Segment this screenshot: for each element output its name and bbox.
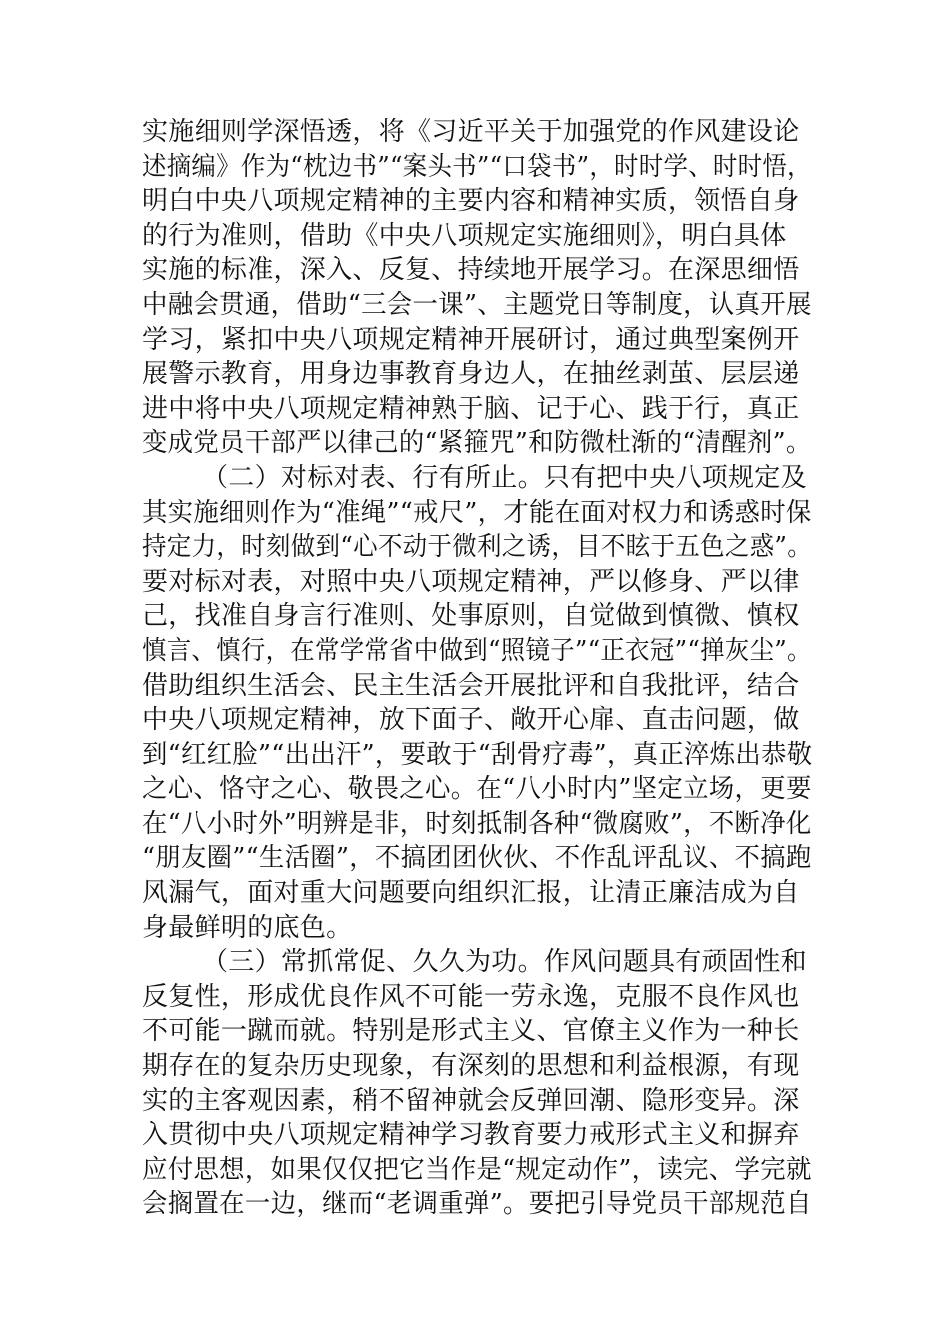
paragraph-heading-line: （三）常抓常促、久久为功。作风问题具有顽固性和 — [202, 947, 807, 978]
text-line: 反复性，形成优良作风不可能一劳永逸，克服不良作风也 — [142, 981, 800, 1012]
text-line: 己，找准自身言行准则、处事原则，自觉做到慎微、慎权 — [142, 601, 800, 632]
text-line: 进中将中央八项规定精神熟于脑、记于心、践于行，真正 — [142, 393, 800, 424]
text-line: 实施的标准，深入、反复、持续地开展学习。在深思细悟 — [142, 255, 800, 286]
text-line: 慎言、慎行，在常学常省中做到“照镜子”“正衣冠”“掸灰尘”。 — [142, 635, 812, 666]
text-line: 在“八小时外”明辨是非，时刻抵制各种“微腐败”，不断净化 — [142, 808, 812, 839]
paragraph-heading-line: （二）对标对表、行有所止。只有把中央八项规定及 — [202, 462, 807, 493]
text-line: 不可能一蹴而就。特别是形式主义、官僚主义作为一种长 — [142, 1016, 800, 1047]
text-line: “朋友圈”“生活圈”，不搞团团伙伙、不作乱评乱议、不搞跑 — [142, 843, 812, 874]
text-line: 期存在的复杂历史现象，有深刻的思想和利益根源，有现 — [142, 1051, 800, 1082]
text-line: 中融会贯通，借助“三会一课”、主题党日等制度，认真开展 — [142, 289, 812, 320]
text-line: 的行为准则，借助《中央八项规定实施细则》，明白具体 — [142, 220, 787, 251]
body-text — [142, 115, 812, 1222]
text-line: 风漏气，面对重大问题要向组织汇报，让清正廉洁成为自 — [142, 878, 800, 909]
text-line: 展警示教育，用身边事教育身边人，在抽丝剥茧、层层递 — [142, 359, 800, 390]
text-line: 其实施细则作为“准绳”“戒尺”，才能在面对权力和诱惑时保 — [142, 497, 812, 528]
text-line: 身最鲜明的底色。 — [142, 912, 353, 943]
text-line: 之心、恪守之心、敬畏之心。在“八小时内”坚定立场，更要 — [142, 774, 812, 805]
text-line: 应付思想，如果仅仅把它当作是“规定动作”，读完、学完就 — [142, 1154, 812, 1185]
text-line: 明白中央八项规定精神的主要内容和精神实质，领悟自身 — [142, 186, 800, 217]
text-line: 持定力，时刻做到“心不动于微利之诱，目不眩于五色之惑”。 — [142, 532, 812, 563]
text-line: 要对标对表，对照中央八项规定精神，严以修身、严以律 — [142, 566, 800, 597]
text-line: 会搁置在一边，继而“老调重弹”。要把引导党员干部规范自 — [142, 1189, 812, 1220]
text-line: 变成党员干部严以律己的“紧箍咒”和防微杜渐的“清醒剂”。 — [142, 428, 812, 459]
text-line: 中央八项规定精神，放下面子、敞开心扉、直击问题，做 — [142, 705, 800, 736]
text-line: 到“红红脸”“出出汗”，要敢于“刮骨疗毒”，真正淬炼出恭敬 — [142, 739, 813, 770]
text-line: 述摘编》作为“枕边书”“案头书”“口袋书”，时时学、时时悟， — [142, 151, 812, 182]
text-line: 学习，紧扣中央八项规定精神开展研讨，通过典型案例开 — [142, 324, 800, 355]
text-line: 借助组织生活会、民主生活会开展批评和自我批评，结合 — [142, 670, 800, 701]
text-line: 入贯彻中央八项规定精神学习教育要力戒形式主义和摒弃 — [142, 1120, 800, 1151]
text-line: 实施细则学深悟透，将《习近平关于加强党的作风建设论 — [142, 117, 800, 147]
text-line: 实的主客观因素，稍不留神就会反弹回潮、隐形变异。深 — [142, 1085, 800, 1116]
